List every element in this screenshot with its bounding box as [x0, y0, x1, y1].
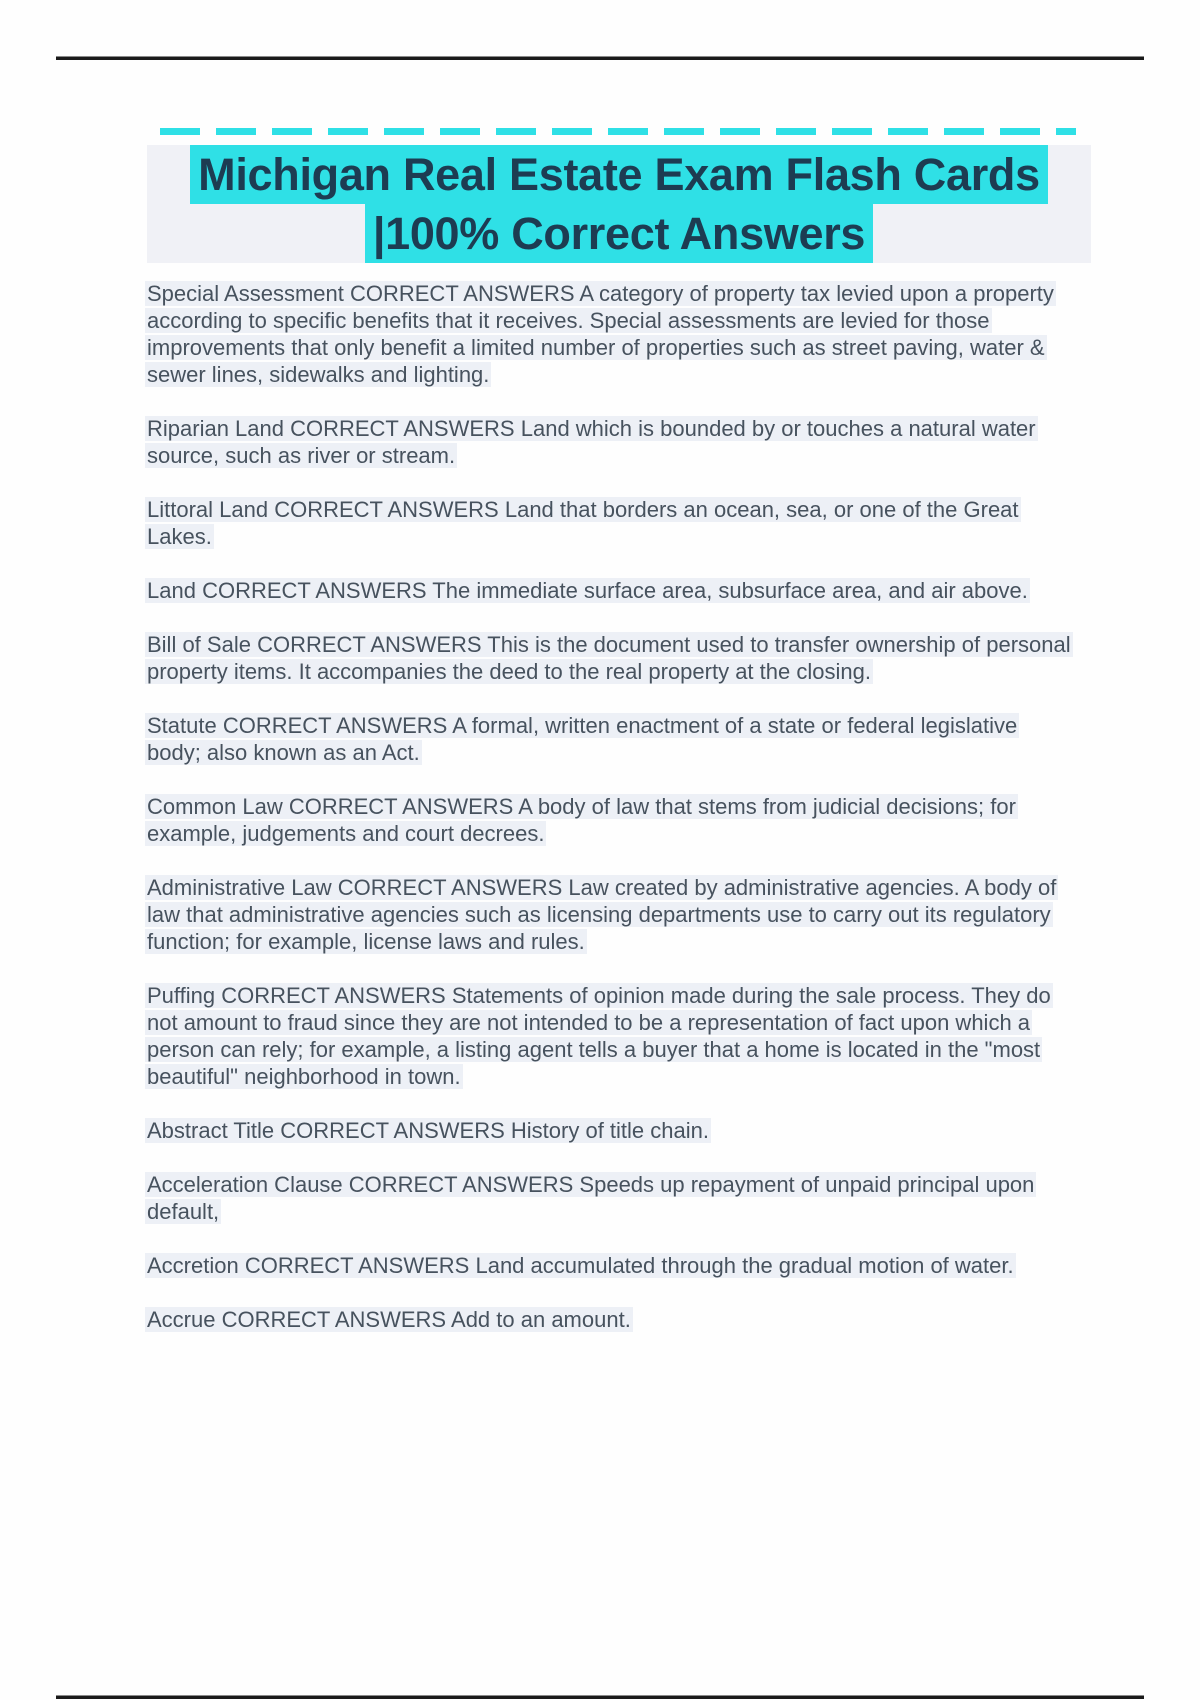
flashcard-definition: A category of property tax levied upon a property according to specific benefits that it receives. Special assessments are levied for those improvements that only benefit a limited number of properties such as street paving, water & sewer lines, sidewalks and lighting. — [147, 281, 1054, 387]
correct-answers-label: CORRECT ANSWERS — [274, 1118, 511, 1143]
flashcard-term: Land — [147, 578, 196, 603]
flashcard-definition: Statements of opinion made during the sale process. They do not amount to fraud since they are not intended to be a representation of fact upon which a person can rely; for example, a listing agent tells a buyer that a home is located in the "most beautiful" neighborhood in town. — [147, 983, 1051, 1089]
flashcard-text — [145, 983, 1053, 1089]
correct-answers-label: CORRECT ANSWERS — [215, 1307, 452, 1332]
flashcard-text — [145, 1307, 633, 1332]
flashcard-term: Statute — [147, 713, 217, 738]
correct-answers-label: CORRECT ANSWERS — [282, 794, 519, 819]
flashcard-littoral-land — [145, 496, 1075, 550]
flashcard-definition: Law created by administrative agencies. A body of law that administrative agencies such as licensing departments use to carry out its regulatory function; for example, license laws and rules. — [147, 875, 1057, 954]
flashcard-special-assessment — [145, 280, 1075, 388]
title-line-2-highlight: |100% Correct Answers — [365, 204, 873, 263]
flashcard-text — [145, 713, 1019, 765]
flashcard-term: Abstract Title — [147, 1118, 275, 1143]
correct-answers-label: CORRECT ANSWERS — [250, 632, 488, 657]
flashcard-administrative-law — [145, 874, 1075, 955]
title-block — [147, 145, 1091, 263]
flashcard-riparian-land — [145, 415, 1075, 469]
flashcard-common-law — [145, 793, 1075, 847]
flashcard-term: Administrative Law — [147, 875, 332, 900]
flashcard-definition: Land accumulated through the gradual motion of water. — [475, 1253, 1014, 1278]
flashcard-term: Accrue — [147, 1307, 216, 1332]
flashcard-text — [145, 578, 1030, 603]
highlight-fragment-strip — [160, 128, 1076, 135]
flashcard-term: Puffing — [147, 983, 216, 1008]
flashcard-term: Littoral Land — [147, 497, 269, 522]
correct-answers-label: CORRECT ANSWERS — [195, 578, 433, 603]
flashcard-definition: The immediate surface area, subsurface area, and air above. — [432, 578, 1028, 603]
flashcard-statute — [145, 712, 1075, 766]
flashcard-text — [145, 632, 1073, 684]
flashcard-term: Accretion — [147, 1253, 239, 1278]
correct-answers-label: CORRECT ANSWERS — [331, 875, 569, 900]
correct-answers-label: CORRECT ANSWERS — [268, 497, 505, 522]
title-line-2 — [147, 204, 1091, 263]
title-line-1-highlight: Michigan Real Estate Exam Flash Cards — [190, 145, 1048, 204]
page-title — [147, 145, 1091, 263]
flashcard-accretion — [145, 1252, 1075, 1279]
flashcard-text — [145, 281, 1056, 387]
title-line-1 — [147, 145, 1091, 204]
top-rule — [56, 56, 1144, 60]
flashcard-definition: This is the document used to transfer ownership of personal property items. It accompanies the deed to the real property at the closing. — [147, 632, 1071, 684]
flashcard-definition: History of title chain. — [510, 1118, 709, 1143]
correct-answers-label: CORRECT ANSWERS — [215, 983, 452, 1008]
correct-answers-label: CORRECT ANSWERS — [216, 713, 453, 738]
flashcard-abstract-title — [145, 1117, 1075, 1144]
flashcard-acceleration-clause — [145, 1171, 1075, 1225]
flashcard-definition: A body of law that stems from judicial decisions; for example, judgements and court decrees. — [147, 794, 1016, 846]
correct-answers-label: CORRECT ANSWERS — [342, 1172, 580, 1197]
flashcard-definition: Land that borders an ocean, sea, or one of the Great Lakes. — [147, 497, 1019, 549]
flashcard-text — [145, 875, 1058, 954]
flashcard-term: Riparian Land — [147, 416, 284, 441]
flashcard-text — [145, 416, 1038, 468]
correct-answers-label: CORRECT ANSWERS — [283, 416, 521, 441]
flashcard-definition: Speeds up repayment of unpaid principal upon default, — [147, 1172, 1035, 1224]
correct-answers-label: CORRECT ANSWERS — [238, 1253, 476, 1278]
flashcard-term: Acceleration Clause — [147, 1172, 343, 1197]
flashcard-bill-of-sale — [145, 631, 1075, 685]
flashcard-puffing — [145, 982, 1075, 1090]
flashcard-term: Bill of Sale — [147, 632, 251, 657]
correct-answers-label: CORRECT ANSWERS — [343, 281, 580, 306]
flashcard-text — [145, 497, 1021, 549]
flashcard-land — [145, 577, 1075, 604]
flashcard-term: Special Assessment — [147, 281, 344, 306]
flashcard-definition: Land which is bounded by or touches a natural water source, such as river or stream. — [147, 416, 1036, 468]
flashcard-accrue — [145, 1306, 1075, 1333]
flashcard-text — [145, 1172, 1036, 1224]
flashcard-definition: A formal, written enactment of a state or federal legislative body; also known as an Act. — [147, 713, 1018, 765]
flashcard-list — [145, 280, 1075, 1333]
flashcard-term: Common Law — [147, 794, 283, 819]
flashcard-text — [145, 1118, 711, 1143]
flashcard-text — [145, 1253, 1016, 1278]
bottom-rule — [56, 1695, 1144, 1699]
flashcard-text — [145, 794, 1018, 846]
flashcard-definition: Add to an amount. — [451, 1307, 631, 1332]
